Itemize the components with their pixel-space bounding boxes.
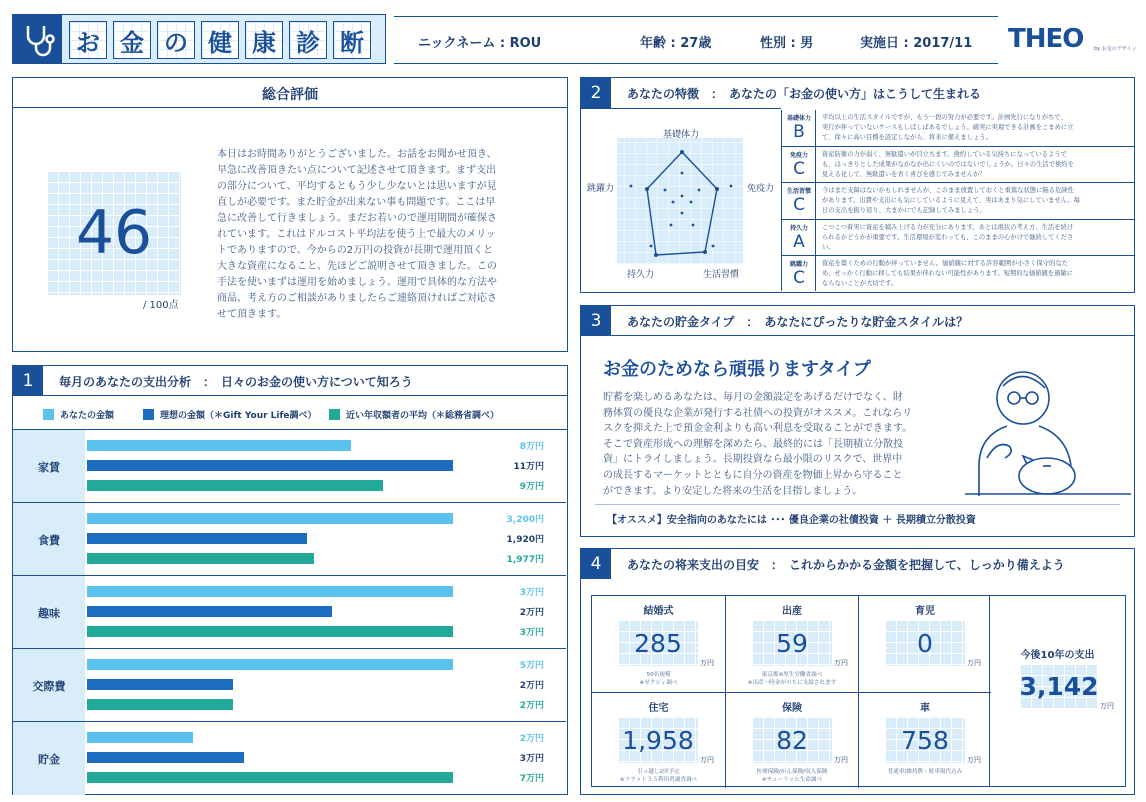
bar [87, 772, 453, 783]
expense-label: 育児 [915, 606, 935, 617]
trait-name: 基礎体力 [786, 115, 811, 122]
chart-row [13, 430, 566, 503]
bar [87, 679, 233, 690]
expense-value-box [752, 717, 832, 763]
title-char: の [157, 21, 195, 59]
trait-text: 見える化して、無駄遣いを省く喜びを感じてみませんか？ [822, 171, 986, 179]
overall-comment [217, 147, 562, 323]
title-char: 断 [333, 21, 371, 59]
stethoscope-icon [12, 14, 62, 64]
overall-panel [12, 77, 568, 352]
section1-title: 毎月のあなたの支出分析 ： 日々のお金の使い方について知ろう [59, 375, 413, 389]
title-char: 金 [113, 21, 151, 59]
trait-text: 資産防衛の力が弱く、無駄遣いが目立ちます。倹約している気持ちになっているようで [822, 151, 1067, 159]
data-label: 3万円 [519, 628, 544, 638]
expense-cell [592, 692, 725, 788]
comment-line: 直しが必要です。また貯金が出来ない事も問題です。ここは早 [217, 197, 496, 208]
traits-table [781, 110, 1133, 291]
data-label: 11万円 [513, 462, 544, 472]
legend-label: 理想の金額（＊Gift Your Life調べ） [160, 411, 317, 421]
data-label: 3万円 [519, 754, 544, 764]
bar [87, 752, 244, 763]
expense-cell [858, 596, 991, 692]
data-label: 2万円 [519, 701, 544, 711]
header-title-block [12, 14, 386, 64]
expense-unit: 万円 [700, 756, 714, 764]
trait-text: 日の支出を振り返り、大まかにでも記録してみましょう。 [822, 207, 986, 215]
expense-note: ※出産一時金がのちに支給されます [747, 680, 837, 686]
total-unit: 万円 [1100, 702, 1114, 710]
expense-value: 82 [776, 725, 808, 755]
overall-heading-bar [13, 78, 567, 108]
chart-row [13, 722, 566, 795]
data-label: 1,977円 [506, 555, 544, 565]
bar [87, 460, 453, 471]
overall-heading: 総合評価 [262, 87, 318, 103]
total-cell [990, 595, 1126, 787]
trait-text: ならないことが大切です。 [822, 279, 898, 287]
expense-value: 285 [634, 628, 682, 658]
expense-label: 車 [920, 703, 930, 714]
comment-line: 商品、考え方のご相談がありましたらご連絡頂ければご対応さ [217, 293, 497, 304]
bar [87, 586, 453, 597]
expense-note: 医療保険/がん保険/収入保険 [756, 769, 828, 775]
trait-row [782, 219, 1134, 255]
data-label: 3,200円 [506, 515, 544, 525]
section3-header [581, 306, 1134, 336]
section4-title: あなたの将来支出の目安 ： これからかかる金額を把握して、しっかり備えよう [627, 558, 1065, 572]
data-label: 8万円 [519, 442, 544, 452]
trait-grade: C [793, 267, 805, 288]
trait-text: 実行が伴っていないケースもしばしばあるでしょう。確実に実現できる計画をこまめに立 [822, 124, 1074, 131]
trait-text: い。 [822, 243, 835, 251]
expense-cell [725, 692, 858, 788]
comment-line: れています。これはドルコスト平均法を使う上で最大のメリッ [217, 229, 496, 240]
expense-value: 0 [917, 628, 933, 658]
bar [87, 553, 314, 564]
trait-text: 今はまだ支障はないかもしれませんが、このまま放置しておくと重篤な状態に陥る危険性 [822, 187, 1074, 195]
legend-item [329, 408, 549, 421]
trait-row [782, 146, 1134, 182]
header-info-bar [394, 16, 998, 64]
expense-label: 出産 [782, 606, 802, 617]
trait-text: 平均以上の生活スタイルですが、もう一段の努力が必要です。計画先行になりがちで、 [822, 114, 1067, 121]
expense-value-box [618, 620, 698, 666]
trait-row [782, 110, 1134, 146]
expense-note: 普通車/維持費・駐車場代込み [887, 769, 963, 775]
description-line: 貯蓄を楽しめるあなたは、毎月の金額設定をあげるだけでなく、財 [603, 392, 903, 403]
bar [87, 513, 453, 524]
expense-note: 引っ越し2回予定 [637, 769, 680, 775]
legend-label: あなたの金額 [60, 411, 115, 421]
bar [87, 533, 307, 544]
total-value: 3,142 [1019, 672, 1099, 701]
expense-value-box [885, 620, 965, 666]
category-label: 家賃 [38, 460, 60, 474]
category-label: 貯金 [38, 752, 60, 766]
header-divider [581, 108, 781, 109]
recommendation: 【オススメ】安全指向のあなたには ･･･ 優良企業の社債投資 ＋ 長期積立分散投資 [607, 515, 976, 526]
section3-number: 3 [581, 306, 611, 336]
trait-text: て、徐々に高い目標を設定しながら、将来に備えましょう。 [822, 134, 992, 141]
comment-line: 本日はお時間ありがとうございました。お話をお聞かせ頂き、 [217, 149, 497, 160]
radar-label-0: 基礎体力 [663, 130, 700, 140]
chart-row [13, 503, 566, 576]
expense-label: 保険 [782, 703, 802, 714]
expense-cell [725, 596, 858, 692]
logo-sub: by お金のデザイン [1094, 46, 1137, 52]
description-line: の成長するマーケットとともに自分の資産を物価上昇から守ること [603, 469, 903, 481]
radar-chart [581, 110, 781, 290]
legend-item [43, 408, 143, 421]
comment-line: 手法を使いまずは運用を始めましょう。運用で具体的な方法や [217, 277, 497, 288]
person-illustration [947, 360, 1133, 500]
bar [87, 606, 332, 617]
expense-note: ※チューリッヒ生命調べ [761, 777, 823, 783]
chart-row [13, 649, 566, 722]
radar-label-4: 跳躍力 [587, 184, 615, 194]
score-suffix: / 100点 [143, 300, 179, 311]
section2-title: あなたの特徴 ： あなたの「お金の使い方」はこうして生まれる [627, 87, 982, 101]
trait-text: め、せっかく行動に移しても結果が伴わない可能性があります。短期的な価値観を過敏に [822, 269, 1073, 277]
section1-number: 1 [13, 366, 43, 396]
trait-text: 資産を築くための行動が伴っていません。価値観に対する許容範囲が小さく保守的なた [822, 259, 1068, 267]
expense-value: 758 [901, 725, 949, 755]
section1-panel [12, 365, 568, 795]
nickname: ニックネーム : ROU [418, 36, 542, 51]
trait-grade: C [793, 195, 805, 216]
expense-note: ※フラット３５利用者調査調べ [619, 777, 698, 783]
expense-chart [13, 430, 566, 794]
section4-number: 4 [581, 549, 611, 579]
description-line: そこで資産形成への理解を深めたら、最終的には「長期積立分散投 [603, 438, 903, 450]
trait-row [782, 255, 1134, 291]
chart-row [13, 576, 566, 649]
data-label: 5万円 [519, 661, 544, 671]
comment-line: せて頂きます。 [217, 309, 287, 320]
expense-unit: 万円 [967, 659, 981, 667]
expense-value-box [618, 717, 698, 763]
category-label: 食費 [38, 533, 60, 547]
data-label: 7万円 [519, 774, 544, 784]
chart-legend [43, 408, 549, 421]
data-label: 2万円 [519, 734, 544, 744]
section2-header [581, 78, 1134, 108]
trait-row [782, 182, 1134, 218]
savings-type-name: お金のためなら頑張りますタイプ [603, 359, 871, 380]
expense-label: 結婚式 [643, 606, 674, 617]
section3-panel [580, 305, 1135, 537]
legend-swatch [143, 409, 154, 420]
section4-header [581, 549, 1134, 579]
data-label: 2万円 [519, 681, 544, 691]
expense-unit: 万円 [967, 756, 981, 764]
expense-cell [592, 596, 725, 692]
radar-label-2: 生活習慣 [703, 270, 740, 280]
data-label: 2万円 [519, 608, 544, 618]
expense-note: 50名規模 [646, 672, 671, 678]
data-label: 9万円 [519, 482, 544, 492]
comment-line: 大きな資産になること、先ほどご説明させて頂きました。この [217, 261, 497, 272]
data-label: 1,920円 [506, 535, 544, 545]
date: 実施日 : 2017/11 [860, 36, 973, 51]
comment-line: 急に改善して行きましょう。まだお若いので運用期間が確保さ [217, 213, 497, 224]
description-line: ができます。より安定した将来の生活を目指しましょう。 [603, 485, 863, 497]
section2-panel [580, 77, 1135, 293]
expense-label: 住宅 [648, 703, 669, 714]
bar [87, 440, 351, 451]
description-line: 務体質の優良な企業が発行する社債への投資がオススメ。これならリ [603, 407, 913, 419]
trait-grade: A [793, 231, 805, 252]
trait-text: も、はっきりとした成果がなかなか出にくいのではないでしょうか。日々の生活で倹約を [822, 161, 1074, 169]
legend-swatch [329, 409, 340, 420]
description-line: スクを抑えた上で預金金利よりも高い利息を受取ることができます。 [603, 423, 913, 435]
trait-text: があります。出費や支出にも気にしているように見えて、実はあまり気にしていません。毎 [822, 197, 1080, 205]
title-char: 康 [245, 21, 283, 59]
description-line: 資」にトライしましょう。長期投資なら最小限のリスクで、世界中 [603, 454, 903, 466]
title-char: 健 [201, 21, 239, 59]
legend-swatch [43, 409, 54, 420]
bar [87, 699, 233, 710]
trait-text: られるかどうかが重要です。生活環境が変わっても、このままの心がけで継続してくださ [822, 233, 1074, 241]
trait-name: 跳躍力 [789, 260, 808, 268]
expense-note: 東京都※厚生労働省調べ [761, 672, 823, 678]
savings-type-description [603, 390, 912, 499]
category-label: 交際費 [32, 679, 66, 693]
page-title [69, 21, 371, 59]
legend-item [143, 408, 329, 421]
bar [87, 626, 453, 637]
trait-grade: C [793, 159, 805, 180]
bar [87, 732, 193, 743]
expense-unit: 万円 [700, 659, 714, 667]
expense-value-box [885, 717, 965, 763]
score-box [47, 171, 181, 295]
section2-number: 2 [581, 78, 611, 108]
title-char: お [69, 21, 107, 59]
logo: THEO [1008, 24, 1084, 54]
trait-grade: B [793, 122, 805, 142]
future-expense-grid [591, 595, 990, 787]
bar [87, 659, 453, 670]
trait-text: こつこつ着実に資産を積み上げる力が充分にあります。あとは現状の考え方、生活を続け [822, 223, 1074, 231]
section1-header [13, 366, 567, 396]
expense-unit: 万円 [834, 659, 848, 667]
expense-note: ※ゼクシィ調べ [639, 680, 678, 686]
radar-label-3: 持久力 [627, 270, 655, 280]
expense-value: 1,958 [622, 725, 694, 755]
category-label: 趣味 [38, 606, 60, 620]
section4-panel [580, 548, 1135, 795]
trait-name: 生活習慣 [786, 188, 811, 196]
recommend-divider [595, 504, 1120, 505]
section3-title: あなたの貯金タイプ ： あなたにぴったりな貯金スタイルは？ [627, 315, 969, 329]
gender: 性別 : 男 [760, 36, 814, 51]
radar-label-1: 免疫力 [747, 184, 775, 194]
bar [87, 480, 383, 491]
legend-label: 近い年収額者の平均（＊総務省調べ） [346, 411, 500, 421]
trait-name: 免疫力 [789, 152, 808, 160]
expense-value: 59 [776, 628, 808, 658]
expense-cell [858, 692, 991, 788]
expense-unit: 万円 [834, 756, 848, 764]
comment-line: の部分について、平均するともう少し少ないとは思いますが見 [217, 181, 497, 192]
comment-line: トでありますので、今からの2万円の投資が長期で運用頂くと [217, 245, 494, 256]
expense-value-box [752, 620, 832, 666]
trait-name: 持久力 [789, 224, 808, 232]
data-label: 3万円 [519, 588, 544, 598]
comment-line: 早急に改善頂きたい点について記述させて頂きます。まず支出 [217, 165, 496, 176]
age: 年齢 : 27歳 [640, 36, 712, 51]
total-label: 今後10年の支出 [1020, 650, 1095, 661]
total-value-box [1020, 664, 1098, 709]
score-value: 46 [75, 198, 153, 268]
title-char: 診 [289, 21, 327, 59]
